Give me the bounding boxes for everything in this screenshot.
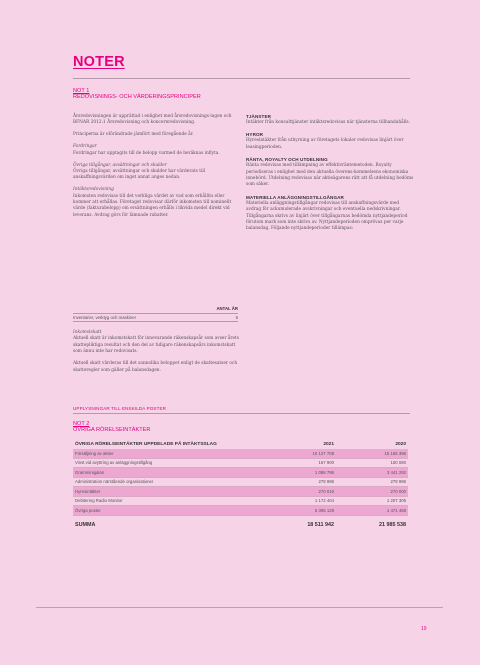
tjanster-title: TJÄNSTER [246, 114, 272, 119]
table-sum-row [73, 519, 408, 531]
row-value-2020: 150 080 [390, 460, 406, 466]
materiella-section [246, 195, 414, 233]
row-label: Hyresintäkter [75, 488, 101, 494]
section-heading: UPPLYSNINGAR TILL ENSKILDA POSTER [73, 406, 167, 411]
sum-2021: 18 511 942 [307, 521, 334, 528]
materiella-title: MATERIELLA ANLÄGGNINGSTILLGÅNGAR [246, 194, 344, 200]
row-value-2021: 5 395 129 [314, 507, 334, 513]
row-value-2020: 1 471 468 [386, 507, 406, 513]
row-label: Administration närstående organisationer [75, 479, 154, 485]
note2-header [73, 421, 150, 433]
antal-label: Inventarier, verktyg och maskiner [73, 315, 137, 321]
table-row [73, 313, 238, 322]
row-value-2020: 15 165 396 [384, 450, 406, 456]
year-2020-header: 2020 [395, 442, 406, 447]
row-value-2020: 3 441 292 [386, 469, 406, 475]
row-value-2021: 1 098 795 [314, 469, 334, 475]
fordringar-title: Fordringar [73, 144, 97, 150]
note1-left-column [73, 114, 243, 225]
income-table [73, 440, 408, 531]
ovriga-text: Övriga tillgångar, avsättningar och skulder har värderats till anskaffningsvärden om inget annat anges nedan. [73, 168, 206, 181]
year-2021-header: 2021 [323, 442, 334, 447]
note2-heading: ÖVRIGA RÖRELSEINTÄKTER [73, 427, 151, 433]
note1-right-column [246, 114, 414, 239]
intakt-section [73, 187, 243, 219]
row-label: Försäljning av aktier [75, 450, 114, 456]
row-value-2020: 279 996 [390, 479, 406, 485]
tjanster-text: Intäkter från konsulttjänster intäktsredovisas när tjänsterna tillhandahålls. [246, 120, 411, 125]
intakt-text: Inkomsten redovisas till det verkliga värdet av vad som erhållits eller kommer att erhållas. Företaget redovisar därför inkomsten till nominellt värde (fakturabelopp) om ersättningen erhålls i likvida medel direkt vid leverans. Avdrag görs för lämnade rabatter. [73, 193, 232, 218]
row-value-2020: 270 000 [390, 488, 406, 494]
footer-divider [36, 607, 443, 608]
fordringar-section [73, 144, 243, 157]
inkomstskatt-title: Inkomstskatt [73, 330, 102, 335]
inkomstskatt-section [73, 330, 243, 374]
intro-paragraph: Årsredovisningen är upprättad i enlighet med årsredovisnings-lagen och BFNAR 2012:1 Årsredovisning och koncernredovisning. [73, 114, 232, 126]
antal-value: 5 [235, 315, 238, 321]
row-label: Gramminigalan [75, 469, 105, 475]
table-row [73, 497, 408, 507]
table-header [73, 440, 408, 449]
row-label: Vinst vid avyttring av anläggningstillgång [75, 460, 153, 466]
row-label: Debitering Radio Monitor [75, 498, 123, 504]
note2-number: NOT 2 [73, 421, 90, 427]
principles-paragraph: Principerna är oförändrade jämfört med föregående år. [73, 132, 194, 138]
row-label: Övriga poster [75, 507, 101, 513]
tjanster-section [246, 114, 414, 126]
antal-header: ANTAL ÅR [216, 306, 238, 311]
note1-number: NOT 1 [73, 88, 90, 94]
ranta-section [246, 157, 414, 189]
ranta-title: RÄNTA, ROYALTY OCH UTDELNING [246, 157, 328, 163]
inkomstskatt-text-2: Aktuell skatt värderas till det sannolika beloppet enligt de skattesatser och skatteregler som gäller på balansdagen. [73, 361, 238, 373]
note1-header [73, 88, 201, 100]
table-row [73, 468, 408, 478]
divider [73, 78, 410, 79]
table-row [73, 506, 408, 516]
row-value-2021: 167 900 [318, 460, 334, 466]
note1-heading: REDOVISNINGS- OCH VÄRDERINGSPRINCIPER [73, 94, 201, 100]
row-value-2021: 10 127 708 [312, 450, 334, 456]
hyror-title: HYROR [246, 132, 264, 138]
divider [73, 413, 410, 414]
intakt-title: Intäktsredovisning [73, 187, 114, 193]
useful-life-table [73, 306, 238, 322]
table-row [73, 459, 408, 469]
hyror-text: Hyresintäkter från uthyrning av företagets lokaler redovisas linjärt över leasingperioden. [246, 138, 404, 150]
materiella-text: Materiella anläggningstillgångar redovisas till anskaffningsvärde med avdrag för ackumulerade avskrivningar och eventuella nedskrivningar. Tillgångarna skrivs av linjärt över tillgångarnas bedömda nyttjandeperiod förutom mark som inte skrivs av. Nyttjandeperioden omprövas per varje balansdag. Följande nyttjandeperioder tillämpas: [246, 200, 408, 232]
table-row [73, 449, 408, 459]
inkomstskatt-text: Aktuell skatt är inkomstskatt för innevarande räkenskapsår som avser årets skattepliktiga resultat och den del av tidigare räkenskapsårs inkomstskatt som ännu inte har redovisats. [73, 336, 239, 355]
row-value-2020: 1 207 306 [386, 498, 406, 504]
page-title: NOTER [73, 54, 125, 70]
row-value-2021: 1 172 404 [314, 498, 334, 504]
row-value-2021: 279 996 [318, 479, 334, 485]
ranta-text: Ränta redovisas med tillämpning av effektivräntemetoden. Royalty periodiseras i enlighet med den aktuella överens-kommelsens ekonomiska innebörd. Utdelning redovisas när aktieägarens rätt att få utdelning bedöms som säker. [246, 163, 414, 188]
ovriga-title: Övriga tillgångar, avsättningar och skulder [73, 162, 167, 168]
table-row [73, 478, 408, 488]
table-row [73, 487, 408, 497]
page-number: 19 [421, 626, 427, 632]
sum-label: SUMMA [75, 521, 96, 528]
row-value-2021: 270 010 [318, 488, 334, 494]
hyror-section [246, 132, 414, 151]
fordringar-text: Fordringar har upptagits till de belopp varmed de beräknas inflyta. [73, 150, 220, 156]
sum-2020: 21 985 538 [379, 521, 406, 528]
ovriga-section [73, 163, 243, 182]
table-title: ÖVRIGA RÖRELSEINTÄKTER UPPDELADE PÅ INTÄKTSSLAG [75, 442, 217, 447]
